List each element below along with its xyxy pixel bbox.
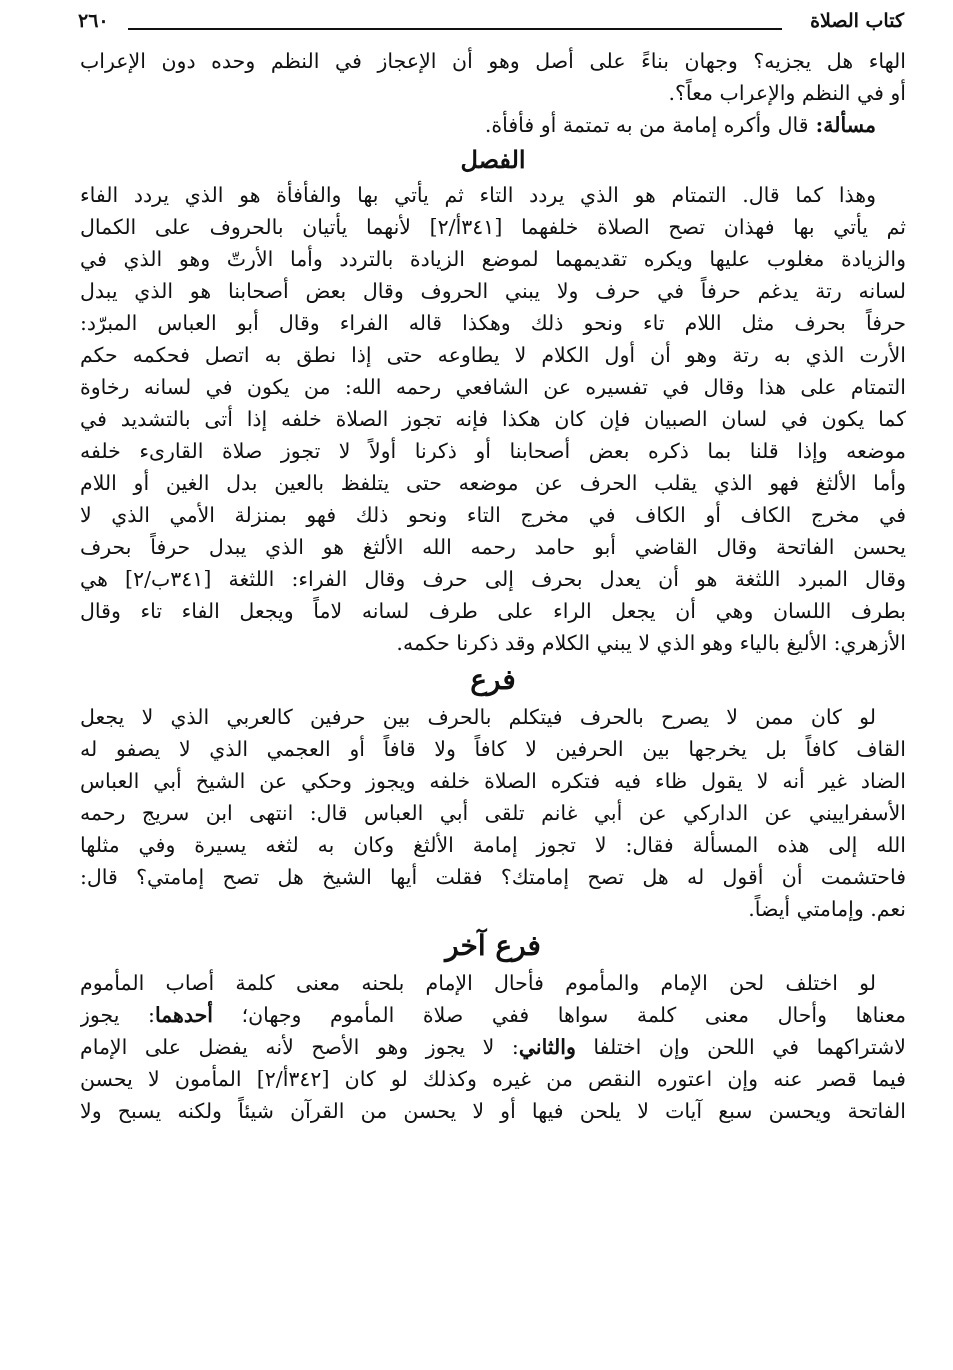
text-segment: موضعه وإذا قلنا بما ذكره بعض أصحابنا أو ذكرنا أولاً لا تجوز صلاة القارىء خلفه (80, 439, 906, 463)
text-line (80, 467, 906, 499)
text-segment: معناها وأحال معنى كلمة سواها ففي صلاة المأموم وجهان؛ (212, 1003, 906, 1027)
text-line (80, 1063, 906, 1095)
paragraph (80, 967, 906, 1127)
paragraph (80, 701, 906, 925)
text-segment: الأرت الذي به رتة وهو أن أول الكلام لا يطاوعه حتى إذا نطق به اتصل فحكمه حكم (80, 343, 906, 367)
text-segment: : يجوز (80, 1003, 155, 1027)
text-segment: يحسن الفاتحة وقال القاضي أبو حامد رحمه الله الألثغ هو الذي يبدل حرفاً بحرف (80, 535, 906, 559)
text-line (80, 1031, 906, 1063)
text-segment: حرفاً بحرف مثل اللام تاء ونحو ذلك وهكذا قاله الفراء وقال أبو العباس المبرّد: (80, 311, 906, 335)
text-line (80, 531, 906, 563)
header-rule (128, 28, 782, 30)
text-segment: وقال المبرد اللثغة هو أن يعدل بحرف إلى حرف وقال الفراء: اللثغة [٣٤١ب/٢] هي (80, 567, 906, 591)
text-line (80, 275, 906, 307)
text-segment: الأزهري: الأليغ بالياء وهو الذي لا يبني الكلام وقد ذكرنا حكمه. (396, 631, 906, 655)
text-line (80, 701, 906, 733)
text-segment: : لا يجوز وهو الأصح لأنه يفضل على الإمام (80, 1035, 519, 1059)
bold-term: والثاني (518, 1035, 576, 1059)
text-line (80, 893, 906, 925)
text-segment: القاف كافاً بل يخرجها بين الحرفين لا كافاً ولا قافاً أو العجمي الذي لا يصفو له (80, 737, 906, 761)
text-line (80, 211, 906, 243)
bold-term: أحدهما (154, 1003, 213, 1027)
text-segment: نعم. وإمامتي أيضاً. (748, 897, 906, 921)
text-segment: الأسفراييني عن الداركي عن أبي غانم تلقى أبي العباس قال: انتهى ابن سريج رحمه (80, 801, 906, 825)
text-segment: أو في النظم والإعراب معاً؟. (668, 81, 906, 105)
text-segment: كما يكون في لسان الصبيان فإن كان هكذا فإنه تجوز الصلاة خلفه إذا أتى بالتشديد في (80, 407, 906, 431)
text-line (80, 563, 906, 595)
paragraph (80, 45, 906, 109)
text-line (80, 109, 906, 141)
running-header (78, 8, 904, 38)
text-line (80, 595, 906, 627)
text-segment: بطرف اللسان وهي أن يجعل الراء على طرف لسانه لاماً ويجعل الفاء تاء وقال (80, 599, 906, 623)
text-line (80, 797, 906, 829)
text-line (80, 77, 906, 109)
text-segment: لو كان ممن لا يصرح بالحرف فيتكلم بالحرف بين حرفين كالعربي الذي لا يجعل (80, 705, 876, 729)
text-line (80, 403, 906, 435)
text-line (80, 45, 906, 77)
text-segment: ثم يأتي بها فهذان تصح الصلاة خلفهما [٣٤١أ/٢] لأنهما يأتيان بالحروف على الكمال (80, 215, 906, 239)
text-segment: لسانه رتة يدغم حرفاً في حرف ولا يبني الحروف وقال بعض أصحابنا هو الذي يبدل (80, 279, 906, 303)
section-heading: فرع آخر (445, 929, 541, 962)
text-segment: التمتام على هذا وقال في تفسيره عن الشافعي رحمه الله: من يكون في لسانه رخاوة (80, 375, 906, 399)
text-segment: فيما قصر عنه وإن اعتوره النقص من غيره وكذلك لو كان [٣٤٢أ/٢] المأمون لا يحسن (80, 1067, 906, 1091)
bold-term: مسألة: (808, 113, 876, 137)
text-line (80, 435, 906, 467)
text-line (80, 627, 906, 659)
text-segment: في مخرج الكاف أو الكاف في مخرج التاء ونحو ذلك فهو بمنزلة الأمي الذي لا (80, 503, 906, 527)
paragraph (80, 179, 906, 659)
chapter-title: كتاب الصلاة (810, 10, 904, 32)
text-line (80, 861, 906, 893)
text-segment: الهاء هل يجزيه؟ وجهان بناءً على أصل وهو أن الإعجاز في النظم وحده دون الإعراب (80, 49, 906, 73)
text-line (80, 999, 906, 1031)
text-segment: لو اختلف لحن الإمام والمأموم فأحال الإمام بلحنه معنى كلمة أصاب المأموم (80, 971, 877, 995)
text-segment: والزيادة مغلوب عليها ويكره تقديمهما لموضع الزيادة بالتردد وأما الأرتّ وهو الذي في (80, 247, 906, 271)
text-segment: وأما الألثغ فهو الذي يقلب الحرف عن موضعه حتى يتلفظ بالعين بدل الغين أو اللام (80, 471, 906, 495)
text-line (80, 499, 906, 531)
text-segment: الفاتحة ويحسن سبع آيات لا يلحن فيها أو لا يحسن من القرآن شيئاً ولكنه يسبح ولا (80, 1099, 906, 1123)
text-segment: قال وأكره إمامة من به تمتمة أو فأفأة. (484, 113, 809, 137)
text-line (80, 733, 906, 765)
text-line (80, 967, 906, 999)
section-heading: فرع (470, 663, 516, 696)
text-line (80, 765, 906, 797)
page-body (80, 45, 906, 1127)
text-line (80, 1095, 906, 1127)
text-line (80, 829, 906, 861)
text-line (80, 307, 906, 339)
text-line (80, 371, 906, 403)
text-segment: فاحتشمت أن أقول له هل تصح إمامتك؟ فقلت أيها الشيخ هل تصح إمامتي؟ قال: (80, 865, 906, 889)
text-segment: لاشتراكهما في اللحن وإن اختلفا (575, 1035, 906, 1059)
text-line (80, 179, 906, 211)
text-line (80, 339, 906, 371)
section-heading: الفصل (460, 145, 526, 174)
text-segment: الضاد غير أنه لا يقول ظاء فيه فتكره الصلاة خلفه ويجوز وحكي عن الشيخ أبي العباس (80, 769, 906, 793)
paragraph (80, 109, 906, 141)
page-number: ٢٦٠ (78, 10, 109, 32)
text-segment: وهذا كما قال. التمتام هو الذي يردد التاء ثم يأتي بها والفأفأة هو الذي يردد الفاء (80, 183, 876, 207)
text-segment: الله إلى هذه المسألة فقال: لا تجوز إمامة الألثغ وكان به لثغه يسيرة وفي مثلها (80, 833, 906, 857)
text-line (80, 243, 906, 275)
